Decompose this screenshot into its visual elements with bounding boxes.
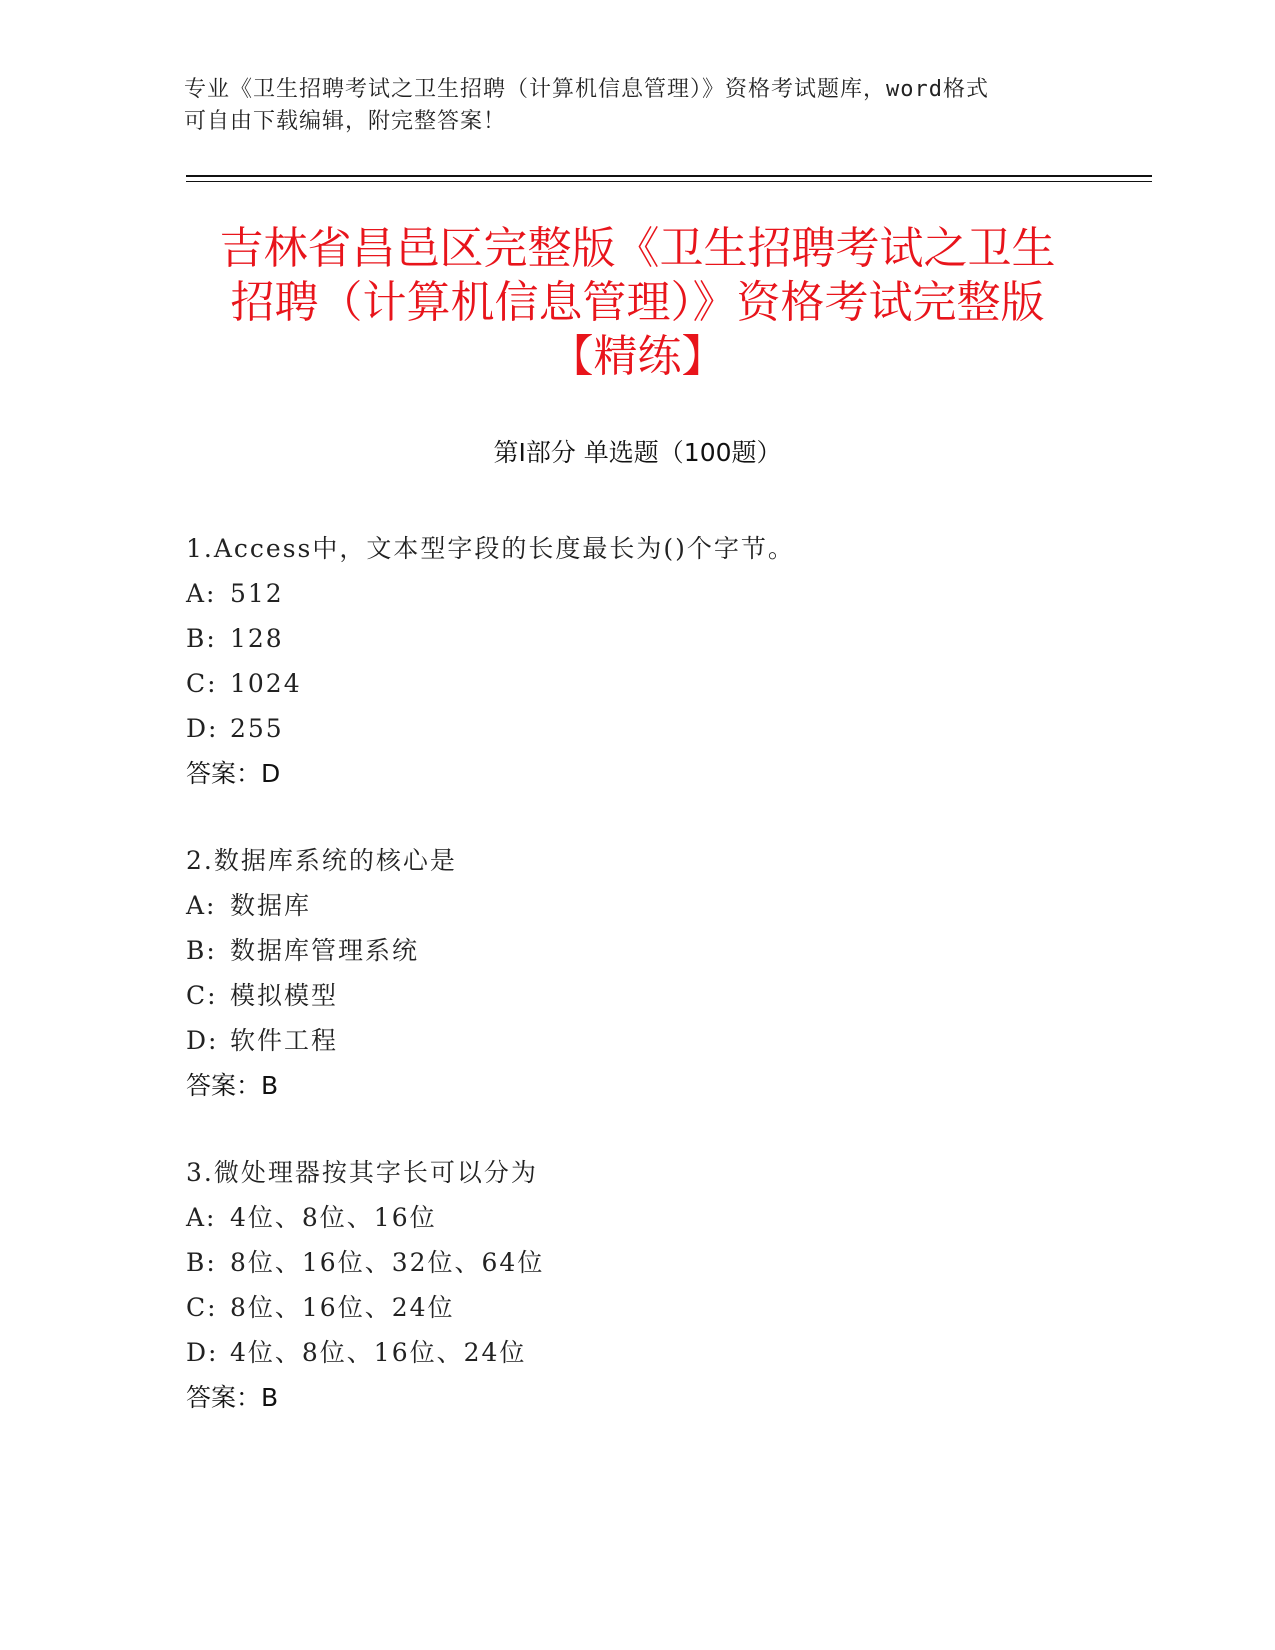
question-stem: 3.微处理器按其字长可以分为 <box>186 1158 538 1187</box>
header-note-line-1: 专业《卫生招聘考试之卫生招聘（计算机信息管理）》资格考试题库，word格式 <box>184 77 989 102</box>
option-d <box>186 706 1146 751</box>
option-text: 8位、16位、32位、64位 <box>230 1248 545 1277</box>
option-d <box>186 1330 1146 1375</box>
option-text: 512 <box>230 579 284 608</box>
header-note-line-2: 可自由下载编辑，附完整答案！ <box>184 109 507 134</box>
option-text: 8位、16位、24位 <box>230 1293 455 1322</box>
option-text: 255 <box>230 714 284 743</box>
option-a <box>186 883 1146 928</box>
option-text: 4位、8位、16位、24位 <box>230 1338 527 1367</box>
option-text: 模拟模型 <box>230 981 339 1010</box>
option-key: B: <box>186 624 217 653</box>
option-d <box>186 1018 1146 1063</box>
option-key: D: <box>186 1026 219 1055</box>
document-title-line-3: 【精练】 <box>549 331 726 382</box>
option-text: 128 <box>230 624 284 653</box>
option-text: 1024 <box>230 669 302 698</box>
option-key: A: <box>186 891 217 920</box>
option-key: C: <box>186 981 218 1010</box>
option-c <box>186 973 1146 1018</box>
option-key: A: <box>186 1203 217 1232</box>
question-list <box>186 526 1146 1462</box>
header-divider-thin <box>186 181 1152 182</box>
document-title <box>150 222 1125 384</box>
section-heading: 第Ⅰ部分 单选题（100题） <box>493 438 782 467</box>
document-title-line-1: 吉林省昌邑区完整版《卫生招聘考试之卫生 <box>219 223 1056 274</box>
question-3 <box>186 1150 1146 1420</box>
answer: 答案：B <box>186 1071 279 1100</box>
option-key: C: <box>186 669 218 698</box>
answer: 答案：D <box>186 759 281 788</box>
question-1 <box>186 526 1146 796</box>
option-key: A: <box>186 579 217 608</box>
option-key: C: <box>186 1293 218 1322</box>
option-b <box>186 616 1146 661</box>
option-text: 软件工程 <box>230 1026 339 1055</box>
option-text: 4位、8位、16位 <box>230 1203 437 1232</box>
header-divider-thick <box>186 175 1152 177</box>
question-stem: 1.Access中，文本型字段的长度最长为()个字节。 <box>186 534 795 563</box>
question-2 <box>186 838 1146 1108</box>
option-key: D: <box>186 1338 219 1367</box>
option-b <box>186 1240 1146 1285</box>
option-key: B: <box>186 936 217 965</box>
option-key: D: <box>186 714 219 743</box>
option-b <box>186 928 1146 973</box>
option-c <box>186 1285 1146 1330</box>
option-text: 数据库管理系统 <box>230 936 420 965</box>
answer: 答案：B <box>186 1383 279 1412</box>
option-a <box>186 1195 1146 1240</box>
option-a <box>186 571 1146 616</box>
option-c <box>186 661 1146 706</box>
document-title-line-2: 招聘（计算机信息管理）》资格考试完整版 <box>230 277 1045 328</box>
option-text: 数据库 <box>230 891 312 920</box>
question-stem: 2.数据库系统的核心是 <box>186 846 457 875</box>
header-note <box>184 74 1064 138</box>
option-key: B: <box>186 1248 217 1277</box>
